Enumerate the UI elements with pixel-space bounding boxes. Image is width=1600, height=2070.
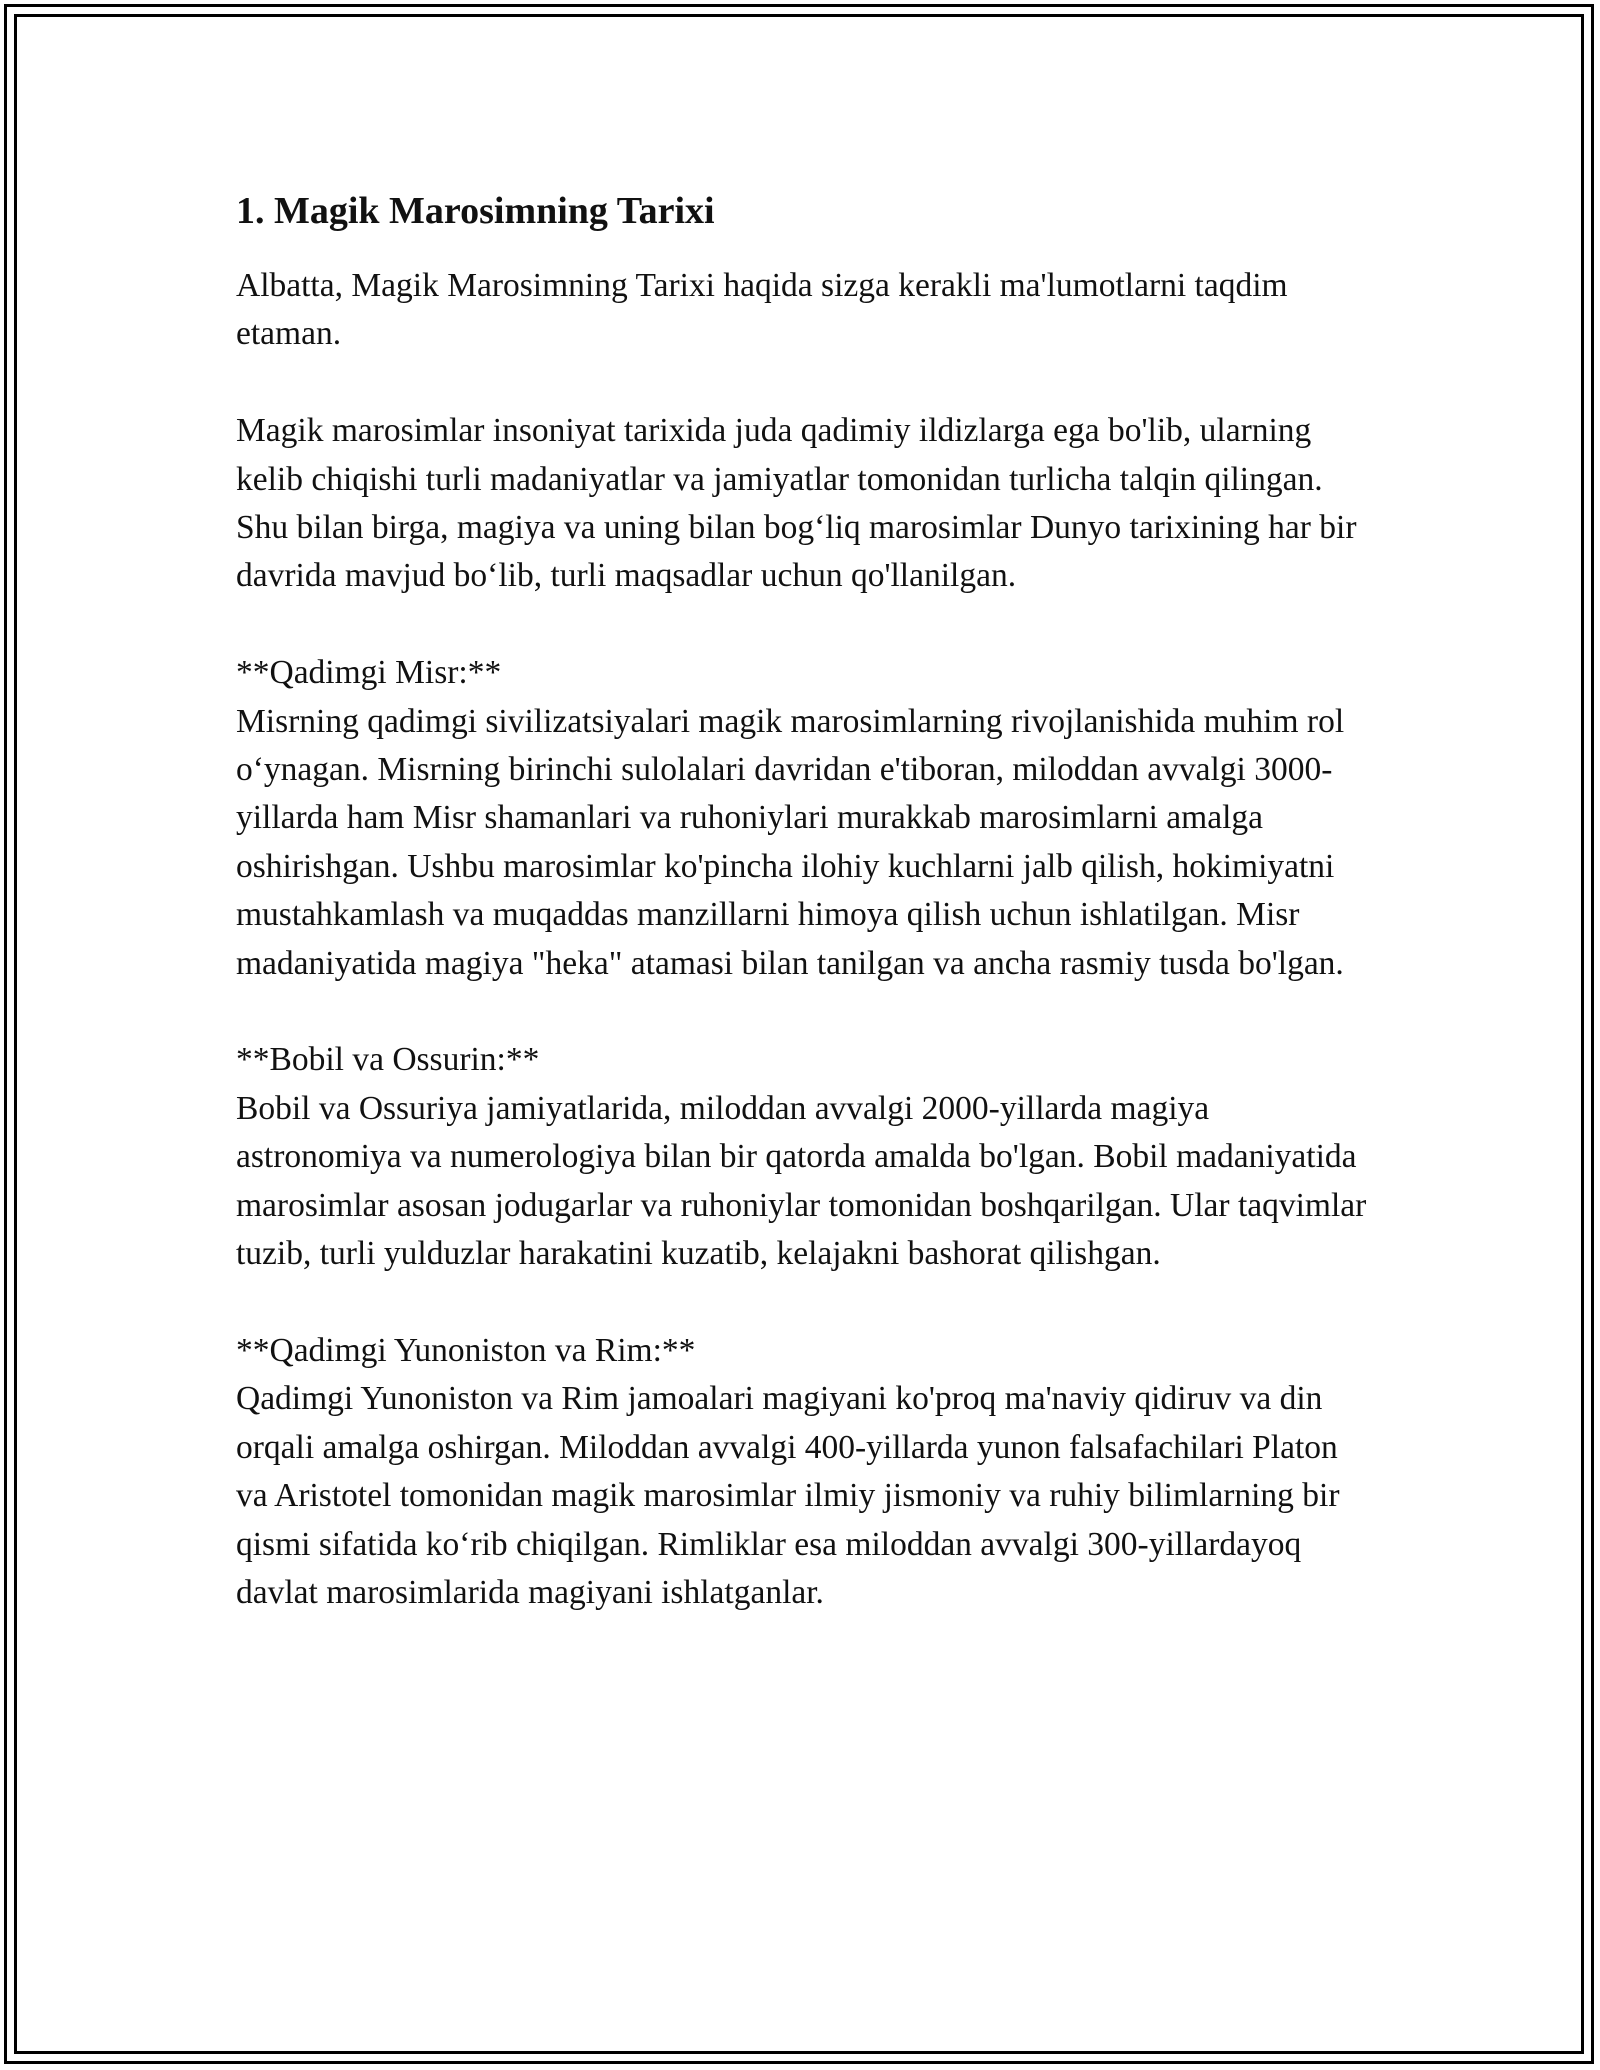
section-body: Qadimgi Yunoniston va Rim jamoalari magiyani ko'proq ma'naviy qidiruv va din orqali amalga oshirgan. Miloddan avvalgi 400-yillarda yunon falsafachilari Platon va Aristotel tomonidan magik marosimlar ilmiy jismoniy va ruhiy bilimlarning bir qismi sifatida ko‘rib chiqilgan. Rimliklar esa miloddan avvalgi 300-yillardayoq davlat marosimlarida magiyani ishlatganlar.: [236, 1380, 1340, 1611]
overview-paragraph: Magik marosimlar insoniyat tarixida juda qadimiy ildizlarga ega bo'lib, ularning kelib chiqishi turli madaniyatlar va jamiyatlar tomonidan turlicha talqin qilingan. Shu bilan birga, magiya va uning bilan bog‘liq marosimlar Dunyo tarixining har bir davrida mavjud bo‘lib, turli maqsadlar uchun qo'llanilgan.: [236, 412, 1357, 595]
section-babylon-assyria: [236, 1036, 1376, 1278]
section-greece-rome: [236, 1327, 1376, 1617]
section-title: **Qadimgi Yunoniston va Rim:**: [236, 1331, 696, 1369]
section-body: Misrning qadimgi sivilizatsiyalari magik marosimlarning rivojlanishida muhim rol o‘ynagan. Misrning birinchi sulolalari davridan e'tiboran, miloddan avvalgi 3000-yillarda ham Misr shamanlari va ruhoniylari murakkab marosimlarni amalga oshirishgan. Ushbu marosimlar ko'pincha ilohiy kuchlarni jalb qilish, hokimiyatni mustahkamlash va muqaddas manzillarni himoya qilish uchun ishlatilgan. Misr madaniyatida magiya "heka" atamasi bilan tanilgan va ancha rasmiy tusda bo'lgan.: [236, 702, 1345, 982]
document-body: [236, 186, 1376, 1666]
section-title: **Qadimgi Misr:**: [236, 654, 502, 692]
document-heading: 1. Magik Marosimning Tarixi: [236, 190, 715, 232]
section-title: **Bobil va Ossurin:**: [236, 1041, 540, 1079]
intro-paragraph: Albatta, Magik Marosimning Tarixi haqida sizga kerakli ma'lumotlarni taqdim etaman.: [236, 267, 1288, 353]
section-ancient-egypt: [236, 649, 1376, 988]
section-body: Bobil va Ossuriya jamiyatlarida, miloddan avvalgi 2000-yillarda magiya astronomiya va numerologiya bilan bir qatorda amalda bo'lgan. Bobil madaniyatida marosimlar asosan jodugarlar va ruhoniylar tomonidan boshqarilgan. Ular taqvimlar tuzib, turli yulduzlar harakatini kuzatib, kelajakni bashorat qilishgan.: [236, 1089, 1367, 1273]
